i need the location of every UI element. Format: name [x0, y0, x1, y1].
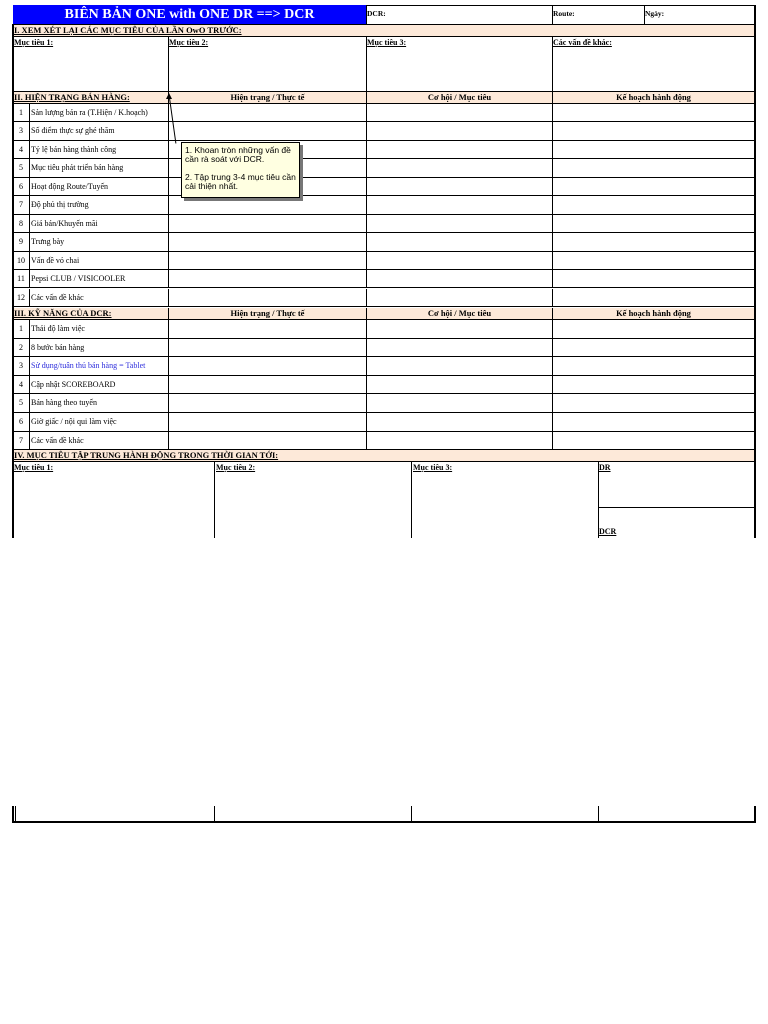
sales-opportunity-cell[interactable]: [366, 122, 552, 140]
skill-opportunity-cell[interactable]: [366, 432, 552, 451]
s3-header-opportunity: Cơ hội / Mục tiêu: [427, 308, 492, 318]
sales-row-label: Tỷ lệ bán hàng thành công: [31, 144, 117, 154]
skill-current-cell[interactable]: [168, 432, 366, 451]
sales-opportunity-cell[interactable]: [366, 104, 552, 122]
next-objective-1-label: Mục tiêu 1:: [14, 463, 54, 472]
prev-objective-3-label: Mục tiêu 3:: [367, 38, 407, 47]
skill-row-label: Các vấn đề khác: [31, 435, 84, 445]
section-4-title: IV. MỤC TIÊU TẬP TRUNG HÀNH ĐỘNG TRONG THỜI GIAN TỚI:: [13, 450, 755, 461]
sales-opportunity-cell[interactable]: [366, 233, 552, 251]
sales-row-label: Giá bán/Khuyến mãi: [31, 218, 98, 228]
skill-row: [13, 320, 755, 339]
sales-row-label: Sản lượng bán ra (T.Hiện / K.hoạch): [31, 108, 148, 117]
sales-opportunity-cell[interactable]: [366, 141, 552, 159]
sales-action-plan-cell[interactable]: [552, 104, 754, 122]
skill-action-plan-cell[interactable]: [552, 432, 754, 451]
s2-header-current: Hiện trạng / Thực tế: [230, 92, 305, 102]
skill-action-plan-cell[interactable]: [552, 413, 754, 432]
other-issues-label: Các vấn đề khác:: [553, 38, 612, 47]
skill-row: [13, 376, 755, 395]
sales-row-number: 8: [19, 218, 23, 228]
sales-row-number: 11: [17, 274, 25, 284]
signature-dcr-label: DCR: [599, 527, 617, 536]
skill-row-label: Thái độ làm việc: [31, 324, 85, 333]
sales-row-number: 7: [19, 200, 23, 210]
sales-row-label: Pepsi CLUB / VISICOOLER: [31, 274, 126, 284]
sales-action-plan-cell[interactable]: [552, 289, 754, 307]
date-label: Ngày:: [645, 10, 665, 18]
sales-action-plan-cell[interactable]: [552, 122, 754, 140]
sales-current-cell[interactable]: [168, 104, 366, 122]
sales-row-number: 6: [19, 181, 23, 191]
sales-row: [13, 159, 755, 177]
skill-row-number: 4: [19, 379, 23, 389]
section-2-title: II. HIỆN TRẠNG BÁN HÀNG:: [13, 92, 755, 103]
sales-row: [13, 215, 755, 233]
sales-action-plan-cell[interactable]: [552, 252, 754, 270]
sales-row-label: Số điểm thực sự ghé thăm: [31, 126, 115, 136]
sales-row: [13, 178, 755, 196]
skill-row: [13, 432, 755, 451]
section-1-title: I. XEM XÉT LẠI CÁC MỤC TIÊU CỦA LẦN OwO TRƯỚC:: [13, 25, 755, 36]
skill-current-cell[interactable]: [168, 320, 366, 339]
skill-action-plan-cell[interactable]: [552, 376, 754, 395]
sales-current-cell[interactable]: [168, 289, 366, 307]
skill-row: [13, 394, 755, 413]
sales-row-number: 1: [19, 108, 23, 117]
comment-note[interactable]: 1. Khoan tròn những vấn đề cần rà soát với DCR. 2. Tập trung 3-4 mục tiêu cần cải thiện nhất.: [181, 142, 300, 198]
signature-dr-label: DR: [599, 463, 611, 472]
sales-action-plan-cell[interactable]: [552, 159, 754, 177]
skill-action-plan-cell[interactable]: [552, 394, 754, 413]
sales-current-cell[interactable]: [168, 122, 366, 140]
sales-row-number: 5: [19, 163, 23, 173]
sales-opportunity-cell[interactable]: [366, 196, 552, 214]
sales-action-plan-cell[interactable]: [552, 141, 754, 159]
skill-opportunity-cell[interactable]: [366, 339, 552, 358]
sales-opportunity-cell[interactable]: [366, 270, 552, 288]
skill-row-label: Cập nhật SCOREBOARD: [31, 379, 116, 389]
sales-opportunity-cell[interactable]: [366, 252, 552, 270]
sales-action-plan-cell[interactable]: [552, 270, 754, 288]
skill-row-label: 8 bước bán hàng: [31, 342, 85, 352]
sales-opportunity-cell[interactable]: [366, 289, 552, 307]
skill-row: [13, 413, 755, 432]
skill-opportunity-cell[interactable]: [366, 320, 552, 339]
sales-row-number: 12: [17, 292, 25, 302]
skill-action-plan-cell[interactable]: [552, 357, 754, 376]
sales-row: [13, 252, 755, 270]
sales-row-label: Mục tiêu phát triển bán hàng: [31, 163, 124, 173]
sales-row: [13, 104, 755, 122]
sales-action-plan-cell[interactable]: [552, 233, 754, 251]
s2-header-action-plan: Kế hoạch hành động: [616, 92, 691, 102]
sales-opportunity-cell[interactable]: [366, 178, 552, 196]
skill-row-number: 2: [19, 342, 23, 352]
sales-row-label: Vấn đề vỏ chai: [31, 255, 80, 265]
section-3-title: III. KỸ NĂNG CỦA DCR:: [13, 308, 755, 319]
sales-row: [13, 270, 755, 288]
sales-row-label: Trưng bày: [31, 237, 65, 247]
sales-row-number: 9: [19, 237, 23, 247]
skill-current-cell[interactable]: [168, 339, 366, 358]
skill-current-cell[interactable]: [168, 394, 366, 413]
skill-current-cell[interactable]: [168, 413, 366, 432]
s2-header-opportunity: Cơ hội / Mục tiêu: [427, 92, 492, 102]
skill-opportunity-cell[interactable]: [366, 394, 552, 413]
dcr-label: DCR:: [367, 10, 386, 18]
route-label: Route:: [553, 10, 575, 18]
sales-row-label: Hoạt động Route/Tuyến: [31, 181, 109, 191]
sales-current-cell[interactable]: [168, 196, 366, 214]
skill-opportunity-cell[interactable]: [366, 413, 552, 432]
skill-row-label: Bán hàng theo tuyến: [31, 398, 97, 408]
skill-row-number: 1: [19, 324, 23, 333]
s3-header-action-plan: Kế hoạch hành động: [616, 308, 691, 318]
skill-row-label: Sử dụng/tuân thủ bán hàng = Tablet: [31, 361, 146, 371]
sales-row: [13, 122, 755, 140]
sales-current-cell[interactable]: [168, 252, 366, 270]
s3-header-current: Hiện trạng / Thực tế: [230, 308, 305, 318]
sales-current-cell[interactable]: [168, 215, 366, 233]
skill-action-plan-cell[interactable]: [552, 320, 754, 339]
next-objective-3-label: Mục tiêu 3:: [413, 463, 453, 472]
skill-row-label: Giờ giấc / nội qui làm việc: [31, 417, 117, 426]
skill-row-number: 3: [19, 361, 23, 371]
sales-action-plan-cell[interactable]: [552, 215, 754, 233]
sales-opportunity-cell[interactable]: [366, 215, 552, 233]
sales-row-label: Các vấn đề khác: [31, 292, 84, 302]
skill-action-plan-cell[interactable]: [552, 339, 754, 358]
skill-row-number: 6: [19, 417, 23, 426]
sales-row-label: Độ phủ thị trường: [31, 200, 89, 210]
skill-current-cell[interactable]: [168, 376, 366, 395]
sales-row-number: 4: [19, 144, 23, 154]
skill-opportunity-cell[interactable]: [366, 376, 552, 395]
sales-row: [13, 141, 755, 159]
skill-opportunity-cell[interactable]: [366, 357, 552, 376]
prev-objective-2-label: Mục tiêu 2:: [169, 38, 209, 47]
sales-row: [13, 233, 755, 251]
sales-action-plan-cell[interactable]: [552, 196, 754, 214]
sales-row: [13, 196, 755, 214]
sales-current-cell[interactable]: [168, 270, 366, 288]
skill-current-cell[interactable]: [168, 357, 366, 376]
sales-opportunity-cell[interactable]: [366, 159, 552, 177]
skill-row-number: 7: [19, 435, 23, 445]
skill-row: [13, 339, 755, 358]
sales-current-cell[interactable]: [168, 233, 366, 251]
skill-row-number: 5: [19, 398, 23, 408]
sales-row-number: 10: [17, 255, 25, 265]
document-title: BIÊN BẢN ONE with ONE DR ==> DCR: [64, 7, 315, 22]
prev-objective-1-label: Mục tiêu 1:: [14, 38, 54, 47]
sales-row-number: 3: [19, 126, 23, 136]
sales-action-plan-cell[interactable]: [552, 178, 754, 196]
next-objective-2-label: Mục tiêu 2:: [216, 463, 256, 472]
sales-row: [13, 289, 755, 307]
skill-row: [13, 357, 755, 376]
